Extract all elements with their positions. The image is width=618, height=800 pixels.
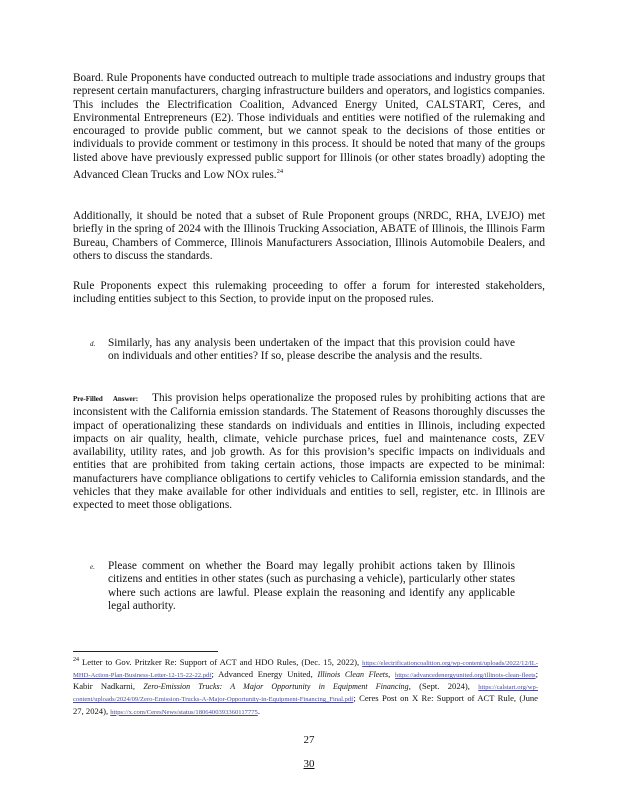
question-e <box>90 560 515 613</box>
footnote-link-ceres-x-post[interactable]: https://x.com/CeresNews/status/1806400393360117775 <box>110 708 258 716</box>
footnote-link-advanced-energy-united[interactable]: https://advancedenergyunited.org/illinois-clean-fleets <box>395 672 536 680</box>
paragraph-outreach-text: Board. Rule Proponents have conducted outreach to multiple trade associations and industry groups that represent certain manufacturers, charging infrastructure builders and operators, and logistics companies. This includes the Electrification Coalition, Advanced Energy United, CALSTART, Ceres, and Environmental Entrepreneurs (E2). Those individuals and entities were notified of the rulemaking and encouraged to provide public comment, but we cannot speak to the decisions of those entities or individuals to provide comment or testimony in this process. It should be noted that many of the groups listed above have previously expressed public support for Illinois (or other states broadly) adopting the Advanced Clean Trucks and Low NOx rules. <box>73 72 545 181</box>
footnote-24: $^{24}$ Letter to Gov. Pritzker Re: Support of ACT and HDO Rules, (Dec. 15, 2022), https://electrificationcoalition.org/wp-content/uploads/2022/12/IL-MHD-Action-Plan-Business-Letter-12-15-22-22.pdf; Advanced Energy United, Illinois Clean Fleets, https://advancedenergyunited.org/illinois-clean-fleets; Kabir Nadkarni, Zero-Emission Trucks: A Major Opportunity in Equipment Financing, (Sept. 2024), https://calstart.org/wp-content/uploads/2024/09/Zero-Emission-Trucks-A-Major-Opportunity-in-Equipment-Financing_Final.pdf; Ceres Post on X Re: Support of ACT Rule, (June 27, 2024), https://x.com/CeresNews/status/1806400393360117775. <box>73 656 539 716</box>
footnote-text-2: ; Advanced Energy United, <box>211 669 313 680</box>
footnote-text-5: ; Ceres Post on X Re: Support of ACT Rule, (June 27, 2024), <box>73 693 538 716</box>
footnote-reference[interactable]: 24 <box>276 168 284 176</box>
page-number: 27 <box>303 734 315 746</box>
question-e-label: e. <box>90 563 95 571</box>
question-d-label: d. <box>90 340 96 348</box>
paragraph-forum: Rule Proponents expect this rulemaking proceeding to offer a forum for interested stakeholders, including entities subject to this Section, to provide input on the proposed rules. <box>73 280 545 306</box>
footnote-italic-2: Zero-Emission Trucks: A Major Opportunity in Equipment Financing <box>143 682 409 692</box>
answer-lead-answer: Answer: <box>112 395 139 403</box>
footnote-text-3: ; Kabir Nadkarni, <box>73 669 539 692</box>
footnote-italic-1: Illinois Clean Fleets <box>317 670 389 680</box>
answer-lead-prefilled: Pre-Filled <box>73 395 103 403</box>
footnote-divider <box>73 651 218 652</box>
footnote-link-electrification-coalition[interactable]: https://electrificationcoalition.org/wp-content/uploads/2022/12/IL-MHD-Action-Plan-Business-Letter-12-15-22-22.pdf <box>73 659 538 680</box>
paragraph-meeting: Additionally, it should be noted that a subset of Rule Proponent groups (NRDC, RHA, LVEJO) met briefly in the spring of 2024 with the Illinois Trucking Association, ABATE of Illinois, the Illinois Farm Bureau, Chambers of Commerce, Illinois Manufacturers Association, Illinois Automobile Dealers, and others to discuss the standards. <box>73 210 545 262</box>
footnote-text-6: . <box>257 705 260 716</box>
pre-filled-answer <box>73 392 545 513</box>
footnote-number: 24 <box>73 657 79 663</box>
question-e-text: Please comment on whether the Board may legally prohibit actions taken by Illinois citizens and entities in other states (such as purchasing a vehicle), particularly other states where such actions are lawful. Please explain the reasoning and identify any applicable legal authority. <box>108 560 515 612</box>
pdf-page-number-text: 30 <box>303 758 315 770</box>
pdf-page-number <box>0 758 618 770</box>
paragraph-outreach <box>73 72 545 182</box>
answer-text: This provision helps operationalize the proposed rules by prohibiting actions that are inconsistent with the California emission standards. The Statement of Reasons thoroughly discusses the impact of operationalizing these standards on individuals and entities in Illinois, including expected impacts on air quality, health, climate, vehicle purchase prices, fuel and maintenance costs, ZEV availability, utility rates, and job growth. As for this provision’s specific impacts on individuals and entities that are prohibited from taking certain actions, those impacts are expected to be minimal: manufacturers have compliance obligations to certify vehicles to California emission standards, and the vehicles that they make available for other individuals and entities to sell, register, etc. in Illinois are expected to meet those obligations. <box>73 392 545 512</box>
question-d <box>90 337 515 364</box>
footnote-link-calstart[interactable]: https://calstart.org/wp-content/uploads/2024/09/Zero-Emission-Trucks-A-Major-Opportunity-in-Equipment-Financing_Final.pdf <box>73 684 539 704</box>
footnote-text-4: , (Sept. 2024), <box>408 681 470 692</box>
question-d-text: Similarly, has any analysis been undertaken of the impact that this provision could have on individuals and other entities? If so, please describe the analysis and the results. <box>108 337 515 363</box>
footnote-text-1: Letter to Gov. Pritzker Re: Support of ACT and HDO Rules, (Dec. 15, 2022), <box>82 656 360 667</box>
